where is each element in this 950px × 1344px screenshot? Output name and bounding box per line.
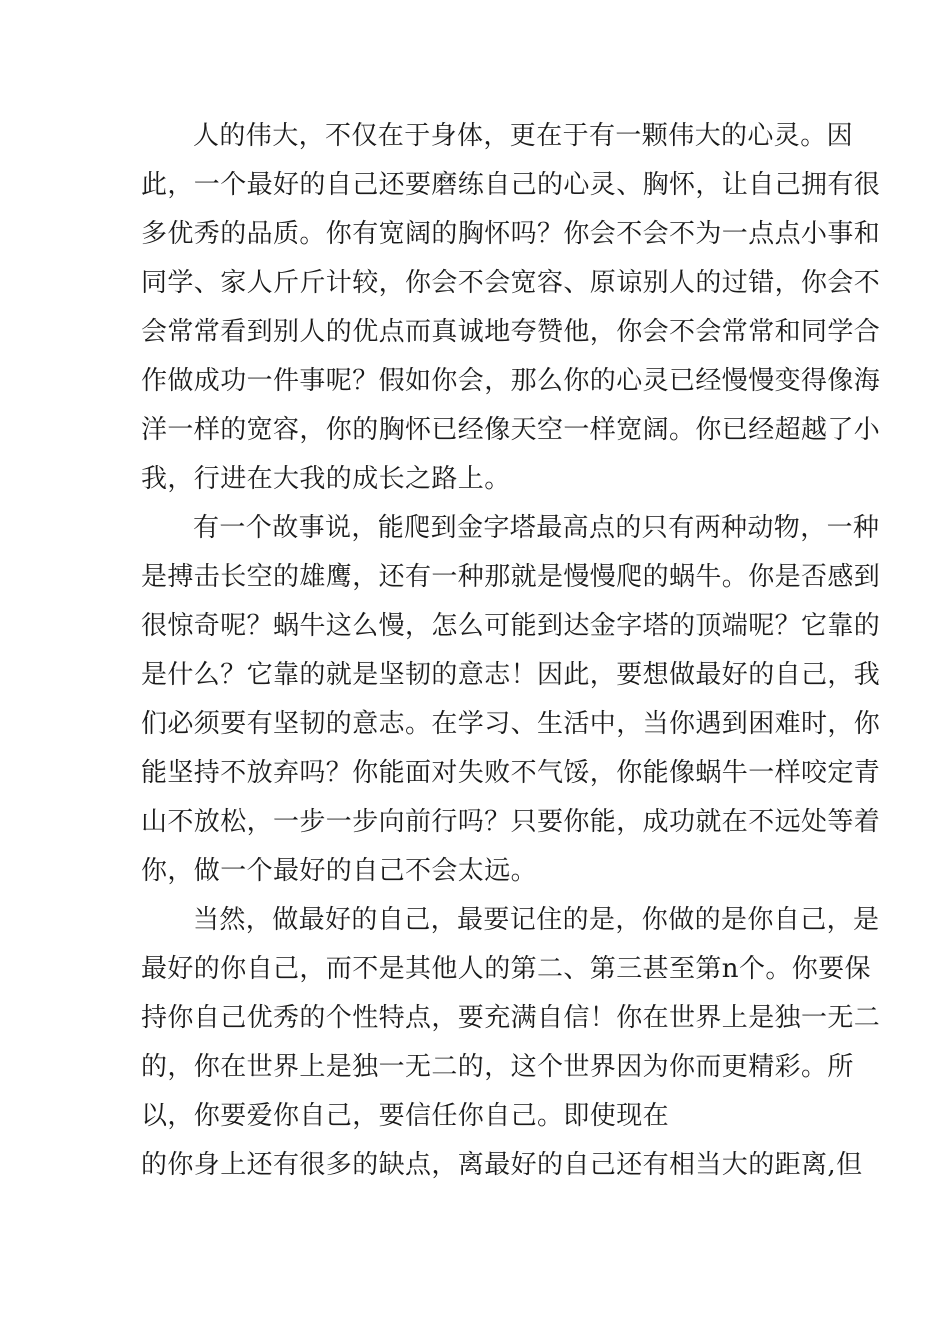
- paragraph-2-line-4: 是什么？它靠的就是坚韧的意志！因此，要想做最好的自己，我: [141, 660, 881, 690]
- paragraph-2-line-8: 你，做一个最好的自己不会太远。: [141, 856, 538, 886]
- paragraph-3-line-1: 当然，做最好的自己，最要记住的是，你做的是你自己，是: [193, 905, 880, 935]
- paragraph-1-line-4: 同学、家人斤斤计较，你会不会宽容、原谅别人的过错，你会不: [141, 268, 881, 298]
- paragraph-3-line-4: 的，你在世界上是独一无二的，这个世界因为你而更精彩。所: [141, 1052, 854, 1082]
- paragraph-1-line-2: 此，一个最好的自己还要磨练自己的心灵、胸怀，让自己拥有很: [141, 170, 881, 200]
- paragraph-1-line-7: 洋一样的宽容，你的胸怀已经像天空一样宽阔。你已经超越了小: [141, 415, 881, 445]
- paragraph-2-line-5: 们必须要有坚韧的意志。在学习、生活中，当你遇到困难时，你: [141, 709, 881, 739]
- paragraph-2-line-1: 有一个故事说，能爬到金字塔最高点的只有两种动物，一种: [193, 513, 880, 543]
- paragraph-2-line-7: 山不放松，一步一步向前行吗？只要你能，成功就在不远处等着: [141, 807, 881, 837]
- paragraph-2-line-2: 是搏击长空的雄鹰，还有一种那就是慢慢爬的蜗牛。你是否感到: [141, 562, 881, 592]
- paragraph-1-line-5: 会常常看到别人的优点而真诚地夸赞他，你会不会常常和同学合: [141, 317, 881, 347]
- paragraph-4-line-1: 的你身上还有很多的缺点，离最好的自己还有相当大的距离,但: [141, 1150, 863, 1180]
- paragraph-3-line-2: 最好的你自己，而不是其他人的第二、第三甚至第n个。你要保: [141, 954, 871, 984]
- paragraph-1-line-3: 多优秀的品质。你有宽阔的胸怀吗？你会不会不为一点点小事和: [141, 219, 881, 249]
- paragraph-1-line-8: 我，行进在大我的成长之路上。: [141, 464, 511, 494]
- paragraph-3-line-3: 持你自己优秀的个性特点，要充满自信！你在世界上是独一无二: [141, 1003, 881, 1033]
- body-text: [141, 112, 881, 1190]
- paragraph-3-line-5: 以，你要爱你自己，要信任你自己。即使现在: [141, 1101, 670, 1131]
- paragraph-1-line-1: 人的伟大，不仅在于身体，更在于有一颗伟大的心灵。因: [193, 121, 854, 151]
- paragraph-2-line-6: 能坚持不放弃吗？你能面对失败不气馁，你能像蜗牛一样咬定青: [141, 758, 881, 788]
- paragraph-1-line-6: 作做成功一件事呢？假如你会，那么你的心灵已经慢慢变得像海: [141, 366, 881, 396]
- paragraph-2-line-3: 很惊奇呢？蜗牛这么慢，怎么可能到达金字塔的顶端呢？它靠的: [141, 611, 881, 641]
